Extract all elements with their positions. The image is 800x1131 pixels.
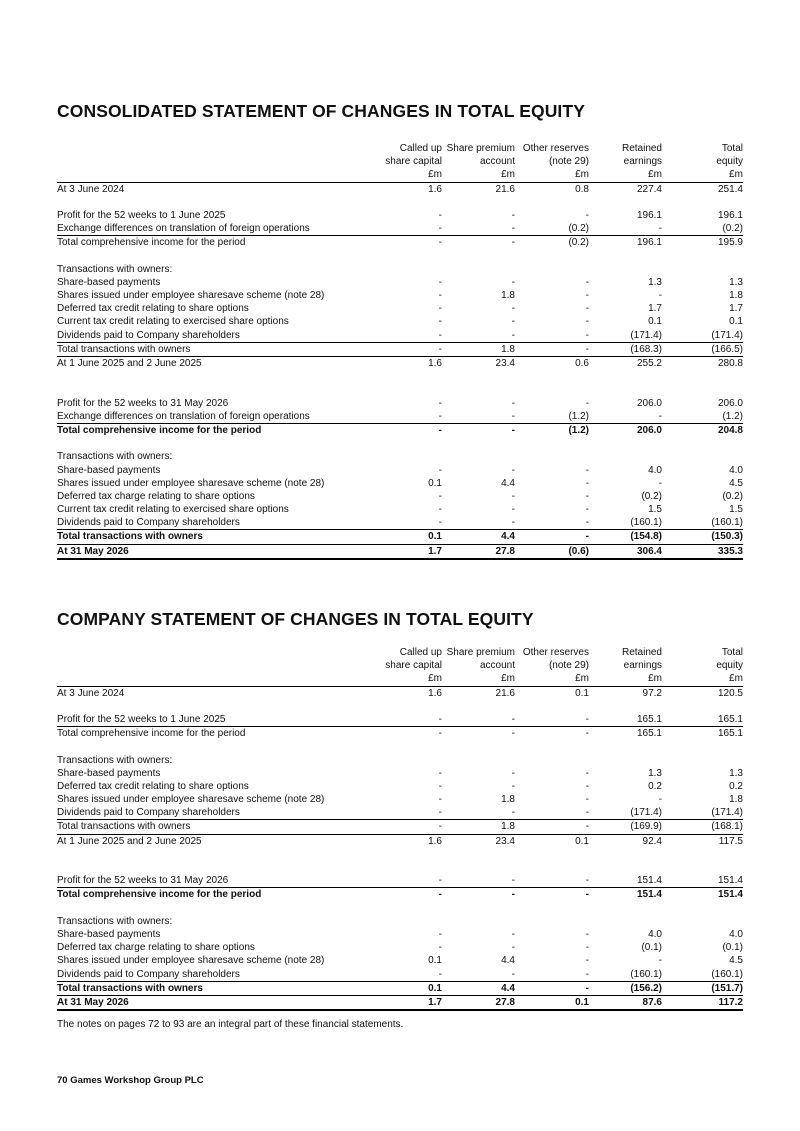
col-header: Total [721, 647, 743, 658]
spacer [57, 740, 743, 753]
table-row: Transactions with owners: [57, 754, 173, 766]
page-footer: 70 Games Workshop Group PLC [57, 1075, 204, 1086]
spacer [57, 848, 743, 861]
table-row: At 1 June 2025 and 2 June 2025 1.6 23.4 0.1 92.4 117.5 [57, 835, 743, 847]
table-row: Profit for the 52 weeks to 1 June 2025 - - - 196.1 196.1 [57, 209, 743, 221]
table-row: Shares issued under employee sharesave scheme (note 28) 0.1 4.4 - - 4.5 [57, 955, 743, 967]
table-row: Shares issued under employee sharesave scheme (note 28) - 1.8 - - 1.8 [57, 794, 743, 806]
col-header: Retained [621, 647, 662, 658]
table-row: Total comprehensive income for the period - - (0.2) 196.1 195.9 [57, 237, 743, 249]
col-header: Called up [399, 647, 442, 658]
col-header: share capital [385, 660, 442, 672]
table-row: Exchange differences on translation of foreign operations - - (1.2) - (1.2) [57, 410, 743, 424]
table-row: Profit for the 52 weeks to 1 June 2025 - - - 165.1 165.1 [57, 713, 743, 727]
notes-statement: The notes on pages 72 to 93 are an integral part of these financial statements. [57, 1019, 404, 1030]
header-row-1 [57, 646, 743, 659]
table-row: At 3 June 2024 1.6 21.6 0.8 227.4 251.4 [57, 183, 743, 195]
spacer [57, 250, 743, 263]
table-row: Deferred tax credit relating to share options - - - 0.2 0.2 [57, 780, 743, 792]
table-row: Total transactions with owners 0.1 4.4 - (156.2) (151.7) [57, 982, 743, 996]
table-row: At 31 May 2026 1.7 27.8 (0.6) 306.4 335.3 [57, 545, 743, 560]
col-header: £m [729, 169, 743, 181]
col-header: (note 29) [548, 660, 589, 672]
table-row: Total comprehensive income for the period - - (1.2) 206.0 204.8 [57, 424, 743, 436]
col-header: £m [501, 169, 515, 181]
company-title: COMPANY STATEMENT OF CHANGES IN TOTAL EQUITY [57, 609, 534, 629]
table-row: Share-based payments - - - 1.3 1.3 [57, 767, 743, 779]
col-header: (note 29) [548, 156, 589, 168]
col-header: share capital [385, 156, 442, 168]
table-row: Total transactions with owners 0.1 4.4 - (154.8) (150.3) [57, 530, 743, 544]
table-row: Dividends paid to Company shareholders - - - (171.4) (171.4) [57, 806, 743, 820]
table-row: Transactions with owners: [57, 915, 173, 927]
table-row: Total comprehensive income for the period - - - 165.1 165.1 [57, 728, 743, 740]
table-row: Shares issued under employee sharesave scheme (note 28) 0.1 4.4 - - 4.5 [57, 477, 743, 489]
col-header: £m [501, 673, 515, 685]
table-row: Dividends paid to Company shareholders - - - (160.1) (160.1) [57, 516, 743, 530]
col-header: £m [428, 673, 442, 685]
col-header: £m [729, 673, 743, 685]
col-header: equity [716, 156, 743, 168]
col-header: Other reserves [522, 143, 589, 154]
col-header: £m [575, 673, 589, 685]
consolidated-title: CONSOLIDATED STATEMENT OF CHANGES IN TOTAL EQUITY [57, 101, 585, 121]
table-row: At 1 June 2025 and 2 June 2025 1.6 23.4 0.6 255.2 280.8 [57, 358, 743, 369]
table-row: Current tax credit relating to exercised share options - - - 1.5 1.5 [57, 504, 743, 516]
spacer [57, 383, 743, 396]
table-row: Transactions with owners: [57, 263, 173, 275]
table-row: Profit for the 52 weeks to 31 May 2026 - - - 151.4 151.4 [57, 874, 743, 888]
col-header: Called up [399, 143, 442, 154]
col-header: account [479, 156, 515, 168]
table-row: Shares issued under employee sharesave scheme (note 28) - 1.8 - - 1.8 [57, 290, 743, 302]
col-header: £m [648, 673, 662, 685]
spacer [57, 902, 743, 915]
company-table [57, 646, 743, 1011]
col-header: £m [428, 169, 442, 181]
header-row-3 [57, 672, 743, 686]
table-row: Deferred tax charge relating to share options - - - (0.1) (0.1) [57, 942, 743, 954]
col-header: Other reserves [522, 647, 589, 658]
table-row: Dividends paid to Company shareholders - - - (160.1) (160.1) [57, 968, 743, 982]
col-header: Retained [621, 143, 662, 154]
col-header: earnings [623, 660, 662, 672]
spacer [57, 700, 743, 713]
col-header: £m [575, 169, 589, 181]
spacer [57, 861, 743, 874]
table-row: At 31 May 2026 1.7 27.8 0.1 87.6 117.2 [57, 996, 743, 1011]
col-header: equity [716, 660, 743, 672]
header-row-2 [57, 659, 743, 672]
spacer [57, 196, 743, 209]
table-row: Share-based payments - - - 4.0 4.0 [57, 928, 743, 940]
table-row: Total transactions with owners - 1.8 - (168.3) (166.5) [57, 343, 743, 357]
spacer [57, 370, 743, 383]
col-header: earnings [623, 156, 662, 168]
col-header: Share premium [446, 143, 515, 154]
consolidated-table [57, 142, 743, 560]
table-row: Share-based payments - - - 1.3 1.3 [57, 276, 743, 288]
table-row: Share-based payments - - - 4.0 4.0 [57, 464, 743, 476]
table-row: Total transactions with owners - 1.8 - (169.9) (168.1) [57, 820, 743, 834]
table-row: Deferred tax credit relating to share options - - - 1.7 1.7 [57, 303, 743, 315]
table-row: Current tax credit relating to exercised share options - - - 0.1 0.1 [57, 316, 743, 328]
table-row: Transactions with owners: [57, 451, 173, 463]
col-header: £m [648, 169, 662, 181]
table-row: Total comprehensive income for the period - - - 151.4 151.4 [57, 889, 743, 901]
header-row-1 [57, 142, 743, 155]
table-row: Dividends paid to Company shareholders - - - (171.4) (171.4) [57, 329, 743, 343]
header-row-3 [57, 168, 743, 182]
table-row: Profit for the 52 weeks to 31 May 2026 - - - 206.0 206.0 [57, 397, 743, 409]
table-row: Deferred tax charge relating to share options - - - (0.2) (0.2) [57, 490, 743, 502]
header-row-2 [57, 155, 743, 168]
col-header: Total [721, 143, 743, 154]
spacer [57, 437, 743, 450]
col-header: account [479, 660, 515, 672]
table-row: At 3 June 2024 1.6 21.6 0.1 97.2 120.5 [57, 687, 743, 699]
table-row: Exchange differences on translation of foreign operations - - (0.2) - (0.2) [57, 222, 743, 236]
col-header: Share premium [446, 647, 515, 658]
